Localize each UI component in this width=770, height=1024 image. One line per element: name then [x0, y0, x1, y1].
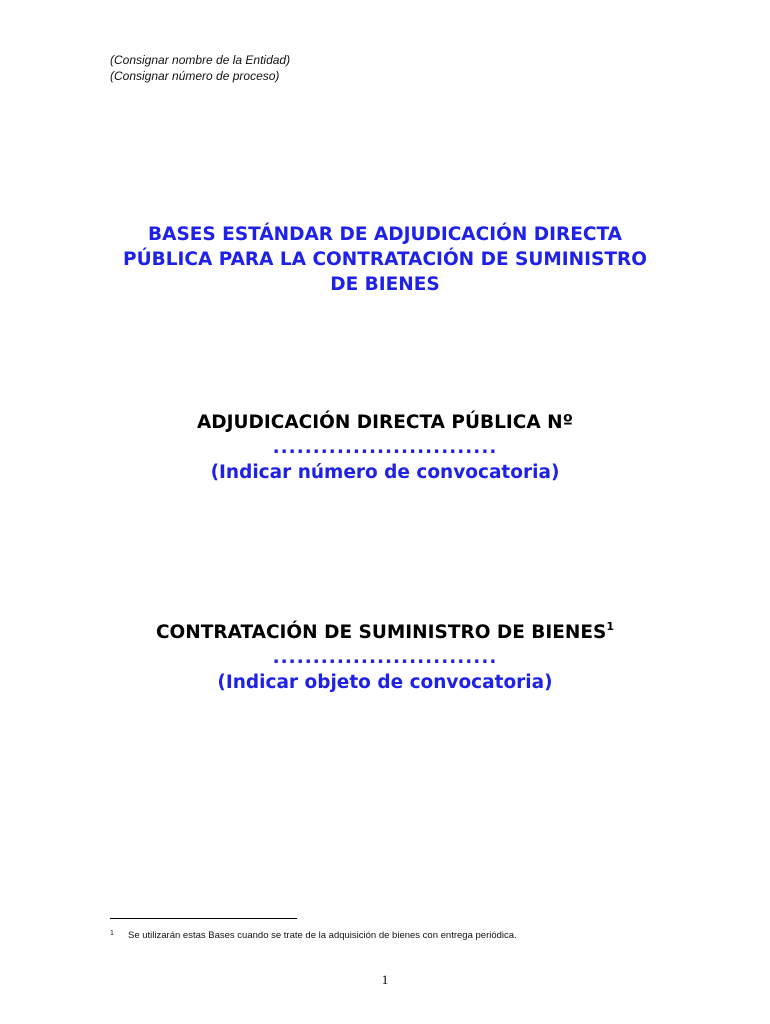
entity-name-placeholder: (Consignar nombre de la Entidad) — [110, 53, 291, 67]
contratacion-section — [0, 620, 770, 695]
process-number-placeholder: (Consignar número de proceso) — [110, 69, 280, 83]
contratacion-object-blank: ............................ — [272, 647, 498, 668]
footnote — [110, 927, 517, 942]
adjudicacion-section — [0, 410, 770, 485]
adjudicacion-hint: (Indicar número de convocatoria) — [210, 462, 560, 483]
document-title-line-1: BASES ESTÁNDAR DE ADJUDICACIÓN DIRECTA — [148, 224, 622, 245]
contratacion-heading: CONTRATACIÓN DE SUMINISTRO DE BIENES — [155, 622, 607, 643]
footnote-text: Se utilizarán estas Bases cuando se trate de la adquisición de bienes con entrega periódica. — [128, 930, 517, 941]
footnote-mark: 1 — [110, 930, 114, 937]
footnote-divider — [110, 918, 297, 919]
document-title-line-2: PÚBLICA PARA LA CONTRATACIÓN DE SUMINISTRO — [123, 249, 647, 270]
document-title-line-3: DE BIENES — [330, 274, 440, 295]
adjudicacion-heading: ADJUDICACIÓN DIRECTA PÚBLICA Nº — [196, 412, 574, 433]
footnote-reference: 1 — [606, 620, 615, 633]
header-notes — [110, 52, 290, 84]
contratacion-heading-line — [0, 620, 770, 645]
document-title — [0, 222, 770, 297]
page-number: 1 — [381, 972, 389, 987]
contratacion-hint: (Indicar objeto de convocatoria) — [217, 672, 553, 693]
adjudicacion-number-blank: ............................ — [272, 437, 498, 458]
